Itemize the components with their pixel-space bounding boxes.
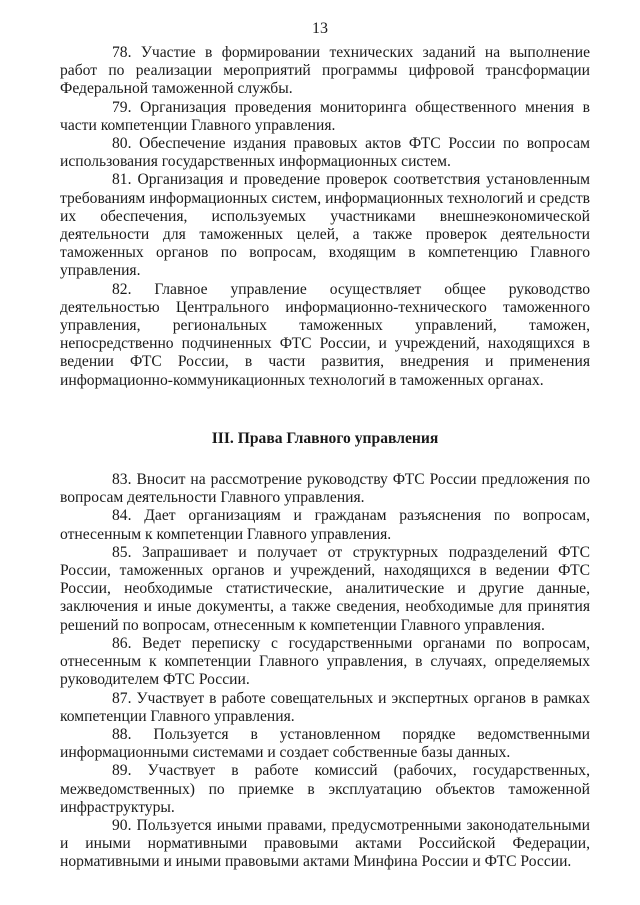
paragraph-89: 89. Участвует в работе комиссий (рабочих, государственных, межведомственных) по приемке в эксплуатацию объектов таможенной инфраструктуры. bbox=[60, 762, 590, 816]
section-heading: III. Права Главного управления bbox=[211, 429, 439, 447]
paragraph-84: 84. Дает организациям и гражданам разъяснения по вопросам, отнесенным к компетенции Главного управления. bbox=[60, 507, 590, 543]
paragraph-90: 90. Пользуется иными правами, предусмотренными законодательными и иными нормативными правовыми актами Российской Федерации, нормативными и иными правовыми актами Минфина России и ФТС России. bbox=[60, 816, 590, 871]
paragraph-86: 86. Ведет переписку с государственными органами по вопросам, отнесенным к компетенции Главного управления, в случаях, определяемых руководителем ФТС России. bbox=[60, 634, 590, 689]
paragraph-87: 87. Участвует в работе совещательных и экспертных органов в рамках компетенции Главного управления. bbox=[60, 689, 590, 725]
paragraph-83: 83. Вносит на рассмотрение руководству ФТС России предложения по вопросам деятельности Главного управления. bbox=[60, 471, 590, 507]
paragraph-78: 78. Участие в формировании технических заданий на выполнение работ по реализации мероприятий программы цифровой трансформации Федеральной таможенной службы. bbox=[60, 44, 590, 98]
paragraph-85: 85. Запрашивает и получает от структурных подразделений ФТС России, таможенных органов и учреждений, находящихся в ведении ФТС России, необходимые статистические, аналитические и другие данные, заключения и иные документы, а также сведения, необходимые для принятия решений по вопросам, отнесенным к компетенции Главного управления. bbox=[60, 543, 590, 634]
document-body bbox=[60, 44, 590, 872]
paragraph-80: 80. Обеспечение издания правовых актов ФТС России по вопросам использования государственных информационных систем. bbox=[60, 135, 590, 171]
page-number: 13 bbox=[312, 20, 328, 37]
paragraph-79: 79. Организация проведения мониторинга общественного мнения в части компетенции Главного управления. bbox=[60, 98, 590, 134]
paragraph-88: 88. Пользуется в установленном порядке ведомственными информационными системами и создает собственные базы данных. bbox=[60, 725, 590, 762]
paragraph-81: 81. Организация и проведение проверок соответствия установленным требованиям информационных систем, информационных технологий и средств их обеспечения, используемых участниками внешнеэкономической деятельности для таможенных целей, а также проверок деятельности таможенных органов по вопросам, входящим в компетенцию Главного управления. bbox=[60, 171, 590, 280]
paragraph-82: 82. Главное управление осуществляет общее руководство деятельностью Центрального информационно-технического таможенного управления, региональных таможенных управлений, таможен, непосредственно подчиненных ФТС России, и учреждений, находящихся в ведении ФТС России, в части развития, внедрения и применения информационно-коммуникационных технологий в таможенных органах. bbox=[60, 280, 590, 389]
